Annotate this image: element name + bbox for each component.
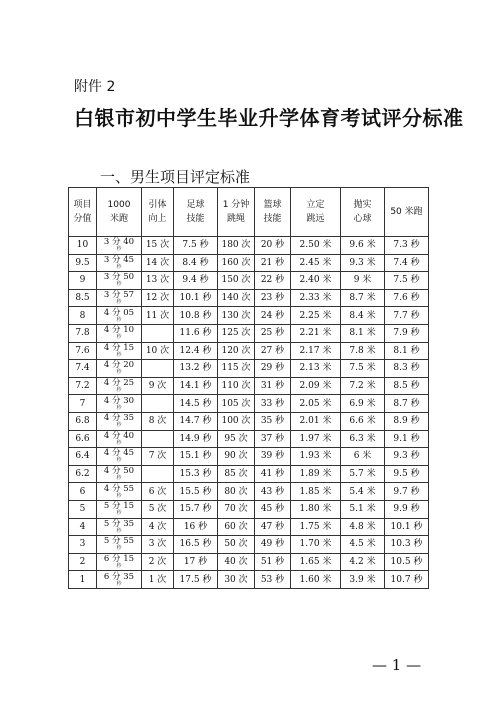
cell-basket: 25 秒 xyxy=(255,324,291,342)
cell-score: 6.4 xyxy=(69,448,97,466)
cell-dash: 7.4 秒 xyxy=(385,254,429,272)
run-time-unit: 秒 xyxy=(116,387,122,394)
cell-rope: 140 次 xyxy=(218,289,255,307)
cell-pullup: 4 次 xyxy=(142,518,174,536)
cell-run xyxy=(97,465,142,483)
cell-pullup: 6 次 xyxy=(142,483,174,501)
column-header-line: 1000 xyxy=(107,200,131,210)
cell-rope: 85 次 xyxy=(218,465,255,483)
cell-jump: 2.45 米 xyxy=(291,254,341,272)
column-header xyxy=(142,188,174,237)
run-time: 4 分 25 xyxy=(103,378,135,389)
cell-basket: 20 秒 xyxy=(255,237,291,255)
run-time: 4 分 45 xyxy=(103,448,135,459)
run-time: 4 分 30 xyxy=(103,395,135,406)
cell-run xyxy=(97,395,142,413)
cell-score: 8.5 xyxy=(69,289,97,307)
cell-score: 6.2 xyxy=(69,465,97,483)
cell-basket: 29 秒 xyxy=(255,360,291,378)
run-time-unit: 秒 xyxy=(116,351,122,358)
column-header-line: 技能 xyxy=(186,214,205,224)
run-time: 5 分 55 xyxy=(103,536,135,547)
cell-football: 9.4 秒 xyxy=(174,272,218,290)
run-time-unit: 秒 xyxy=(116,510,122,517)
cell-ball: 7.5 米 xyxy=(341,360,385,378)
run-time: 4 分 15 xyxy=(103,342,135,353)
cell-pullup: 5 次 xyxy=(142,500,174,518)
cell-jump: 1.97 米 xyxy=(291,430,341,448)
cell-ball: 6.3 米 xyxy=(341,430,385,448)
cell-score: 2 xyxy=(69,553,97,571)
cell-ball: 3.9 米 xyxy=(341,571,385,589)
column-header-line: 技能 xyxy=(263,214,282,224)
cell-jump: 2.13 米 xyxy=(291,360,341,378)
cell-basket: 51 秒 xyxy=(255,553,291,571)
cell-dash: 8.5 秒 xyxy=(385,377,429,395)
cell-ball: 8.1 米 xyxy=(341,324,385,342)
column-header xyxy=(385,188,429,237)
run-time: 4 分 20 xyxy=(103,360,135,371)
cell-dash: 10.7 秒 xyxy=(385,571,429,589)
table-row xyxy=(69,237,429,255)
cell-run xyxy=(97,272,142,290)
cell-run xyxy=(97,483,142,501)
run-time-unit: 秒 xyxy=(116,527,122,534)
run-time: 4 分 35 xyxy=(103,413,135,424)
cell-jump: 2.33 米 xyxy=(291,289,341,307)
run-time: 4 分 40 xyxy=(103,430,135,441)
column-header xyxy=(174,188,218,237)
column-header xyxy=(69,188,97,237)
cell-run xyxy=(97,430,142,448)
cell-pullup: 10 次 xyxy=(142,342,174,360)
cell-score: 7.2 xyxy=(69,377,97,395)
cell-dash: 8.7 秒 xyxy=(385,395,429,413)
cell-football: 12.4 秒 xyxy=(174,342,218,360)
cell-dash: 7.7 秒 xyxy=(385,307,429,325)
cell-pullup: 12 次 xyxy=(142,289,174,307)
table-row xyxy=(69,430,429,448)
table-row xyxy=(69,553,429,571)
cell-football: 7.5 秒 xyxy=(174,237,218,255)
cell-score: 8 xyxy=(69,307,97,325)
table-row xyxy=(69,536,429,554)
cell-ball: 9.3 米 xyxy=(341,254,385,272)
cell-jump: 1.85 米 xyxy=(291,483,341,501)
column-header-line: 跳绳 xyxy=(226,214,245,224)
cell-dash: 9.9 秒 xyxy=(385,500,429,518)
column-header-line: 50 米跑 xyxy=(390,207,423,217)
cell-football: 17 秒 xyxy=(174,553,218,571)
cell-run xyxy=(97,324,142,342)
table-row xyxy=(69,500,429,518)
cell-rope: 70 次 xyxy=(218,500,255,518)
column-header-line: 足球 xyxy=(186,200,205,210)
cell-football: 15.1 秒 xyxy=(174,448,218,466)
cell-pullup: 15 次 xyxy=(142,237,174,255)
cell-score: 3 xyxy=(69,536,97,554)
cell-jump: 2.01 米 xyxy=(291,412,341,430)
cell-jump: 2.17 米 xyxy=(291,342,341,360)
cell-ball: 4.2 米 xyxy=(341,553,385,571)
cell-basket: 45 秒 xyxy=(255,500,291,518)
cell-jump: 2.25 米 xyxy=(291,307,341,325)
cell-ball: 8.4 米 xyxy=(341,307,385,325)
cell-football: 14.1 秒 xyxy=(174,377,218,395)
cell-basket: 39 秒 xyxy=(255,448,291,466)
cell-run xyxy=(97,360,142,378)
column-header-line: 项目 xyxy=(73,200,92,210)
cell-pullup: 9 次 xyxy=(142,377,174,395)
cell-jump: 1.89 米 xyxy=(291,465,341,483)
table-row xyxy=(69,324,429,342)
cell-run xyxy=(97,237,142,255)
column-header xyxy=(291,188,341,237)
cell-jump: 1.60 米 xyxy=(291,571,341,589)
cell-dash: 9.3 秒 xyxy=(385,448,429,466)
table-header-row xyxy=(69,188,429,237)
cell-dash: 9.5 秒 xyxy=(385,465,429,483)
cell-dash: 10.3 秒 xyxy=(385,536,429,554)
run-time-unit: 秒 xyxy=(116,246,122,253)
cell-ball: 8.7 米 xyxy=(341,289,385,307)
column-header xyxy=(218,188,255,237)
cell-football: 16.5 秒 xyxy=(174,536,218,554)
cell-jump: 1.70 米 xyxy=(291,536,341,554)
table-row xyxy=(69,395,429,413)
cell-basket: 49 秒 xyxy=(255,536,291,554)
cell-pullup xyxy=(142,360,174,378)
table-row xyxy=(69,272,429,290)
table-body xyxy=(69,237,429,589)
column-header-line: 向上 xyxy=(148,214,167,224)
cell-ball: 7.2 米 xyxy=(341,377,385,395)
cell-jump: 2.05 米 xyxy=(291,395,341,413)
cell-score: 10 xyxy=(69,237,97,255)
run-time-unit: 秒 xyxy=(116,281,122,288)
run-time: 6 分 15 xyxy=(103,553,135,564)
cell-dash: 7.5 秒 xyxy=(385,272,429,290)
cell-pullup: 14 次 xyxy=(142,254,174,272)
cell-rope: 120 次 xyxy=(218,342,255,360)
run-time-unit: 秒 xyxy=(116,439,122,446)
cell-football: 14.9 秒 xyxy=(174,430,218,448)
cell-ball: 6.9 米 xyxy=(341,395,385,413)
cell-rope: 105 次 xyxy=(218,395,255,413)
table-row xyxy=(69,289,429,307)
run-time: 5 分 15 xyxy=(103,501,135,512)
cell-run xyxy=(97,518,142,536)
cell-ball: 7.8 米 xyxy=(341,342,385,360)
run-time-unit: 秒 xyxy=(116,404,122,411)
column-header-line: 抛实 xyxy=(353,200,372,210)
cell-jump: 2.09 米 xyxy=(291,377,341,395)
cell-ball: 9 米 xyxy=(341,272,385,290)
run-time-unit: 秒 xyxy=(116,299,122,306)
cell-basket: 53 秒 xyxy=(255,571,291,589)
cell-run xyxy=(97,289,142,307)
cell-pullup: 3 次 xyxy=(142,536,174,554)
run-time-unit: 秒 xyxy=(116,334,122,341)
cell-pullup: 7 次 xyxy=(142,448,174,466)
cell-football: 13.2 秒 xyxy=(174,360,218,378)
cell-basket: 47 秒 xyxy=(255,518,291,536)
cell-jump: 2.21 米 xyxy=(291,324,341,342)
column-header-line: 跳远 xyxy=(306,214,325,224)
cell-football: 17.5 秒 xyxy=(174,571,218,589)
column-header-line: 引体 xyxy=(148,200,167,210)
column-header xyxy=(341,188,385,237)
cell-score: 9 xyxy=(69,272,97,290)
cell-pullup: 11 次 xyxy=(142,307,174,325)
cell-rope: 130 次 xyxy=(218,307,255,325)
cell-football: 11.6 秒 xyxy=(174,324,218,342)
cell-run xyxy=(97,342,142,360)
cell-football: 15.5 秒 xyxy=(174,483,218,501)
run-time: 4 分 50 xyxy=(103,466,135,477)
column-header-line: 1 分钟 xyxy=(222,200,250,210)
cell-score: 5 xyxy=(69,500,97,518)
cell-score: 6 xyxy=(69,483,97,501)
run-time: 5 分 35 xyxy=(103,518,135,529)
cell-jump: 1.80 米 xyxy=(291,500,341,518)
cell-football: 15.3 秒 xyxy=(174,465,218,483)
attachment-label: 附件 2 xyxy=(74,79,116,95)
run-time-unit: 秒 xyxy=(116,316,122,323)
cell-dash: 7.6 秒 xyxy=(385,289,429,307)
table-row xyxy=(69,307,429,325)
cell-rope: 90 次 xyxy=(218,448,255,466)
column-header xyxy=(97,188,142,237)
cell-score: 1 xyxy=(69,571,97,589)
cell-dash: 8.9 秒 xyxy=(385,412,429,430)
cell-pullup xyxy=(142,465,174,483)
cell-basket: 37 秒 xyxy=(255,430,291,448)
cell-ball: 6.6 米 xyxy=(341,412,385,430)
cell-pullup: 8 次 xyxy=(142,412,174,430)
section-heading: 一、男生项目评定标准 xyxy=(100,168,251,186)
cell-score: 6.8 xyxy=(69,412,97,430)
cell-run xyxy=(97,448,142,466)
cell-dash: 8.1 秒 xyxy=(385,342,429,360)
column-header xyxy=(255,188,291,237)
cell-pullup: 2 次 xyxy=(142,553,174,571)
cell-rope: 30 次 xyxy=(218,571,255,589)
cell-rope: 40 次 xyxy=(218,553,255,571)
cell-jump: 1.75 米 xyxy=(291,518,341,536)
cell-ball: 4.8 米 xyxy=(341,518,385,536)
cell-ball: 6 米 xyxy=(341,448,385,466)
cell-run xyxy=(97,412,142,430)
cell-pullup xyxy=(142,430,174,448)
cell-rope: 160 次 xyxy=(218,254,255,272)
boys-scoring-table xyxy=(68,187,429,589)
cell-basket: 23 秒 xyxy=(255,289,291,307)
cell-dash: 10.1 秒 xyxy=(385,518,429,536)
cell-pullup xyxy=(142,324,174,342)
run-time: 3 分 40 xyxy=(103,237,135,248)
cell-dash: 10.5 秒 xyxy=(385,553,429,571)
cell-rope: 95 次 xyxy=(218,430,255,448)
cell-pullup: 13 次 xyxy=(142,272,174,290)
cell-score: 6.6 xyxy=(69,430,97,448)
cell-football: 10.8 秒 xyxy=(174,307,218,325)
cell-ball: 5.7 米 xyxy=(341,465,385,483)
cell-run xyxy=(97,536,142,554)
cell-jump: 2.40 米 xyxy=(291,272,341,290)
cell-basket: 22 秒 xyxy=(255,272,291,290)
cell-run xyxy=(97,500,142,518)
cell-dash: 8.3 秒 xyxy=(385,360,429,378)
cell-run xyxy=(97,307,142,325)
cell-basket: 27 秒 xyxy=(255,342,291,360)
cell-run xyxy=(97,571,142,589)
cell-rope: 180 次 xyxy=(218,237,255,255)
cell-score: 7.4 xyxy=(69,360,97,378)
document-title: 白银市初中学生毕业升学体育考试评分标准 xyxy=(74,106,464,130)
table-row xyxy=(69,483,429,501)
cell-football: 8.4 秒 xyxy=(174,254,218,272)
run-time: 4 分 05 xyxy=(103,307,135,318)
run-time-unit: 秒 xyxy=(116,369,122,376)
cell-jump: 1.65 米 xyxy=(291,553,341,571)
table-row xyxy=(69,571,429,589)
cell-rope: 125 次 xyxy=(218,324,255,342)
table-row xyxy=(69,377,429,395)
run-time: 4 分 10 xyxy=(103,325,135,336)
run-time-unit: 秒 xyxy=(116,422,122,429)
cell-ball: 5.4 米 xyxy=(341,483,385,501)
table-row xyxy=(69,254,429,272)
cell-run xyxy=(97,377,142,395)
cell-jump: 2.50 米 xyxy=(291,237,341,255)
run-time-unit: 秒 xyxy=(116,580,122,587)
column-header-line: 分值 xyxy=(73,214,92,224)
run-time-unit: 秒 xyxy=(116,475,122,482)
cell-basket: 21 秒 xyxy=(255,254,291,272)
cell-dash: 7.3 秒 xyxy=(385,237,429,255)
cell-pullup xyxy=(142,395,174,413)
column-header-line: 篮球 xyxy=(263,200,282,210)
cell-ball: 9.6 米 xyxy=(341,237,385,255)
column-header-line: 立定 xyxy=(306,200,325,210)
run-time-unit: 秒 xyxy=(116,492,122,499)
cell-basket: 43 秒 xyxy=(255,483,291,501)
cell-rope: 110 次 xyxy=(218,377,255,395)
cell-basket: 33 秒 xyxy=(255,395,291,413)
cell-ball: 4.5 米 xyxy=(341,536,385,554)
run-time-unit: 秒 xyxy=(116,545,122,552)
cell-basket: 35 秒 xyxy=(255,412,291,430)
run-time-unit: 秒 xyxy=(116,263,122,270)
column-header-line: 心球 xyxy=(353,214,372,224)
cell-basket: 24 秒 xyxy=(255,307,291,325)
cell-ball: 5.1 米 xyxy=(341,500,385,518)
run-time-unit: 秒 xyxy=(116,562,122,569)
run-time: 3 分 57 xyxy=(103,290,135,301)
column-header-line: 米跑 xyxy=(109,214,128,224)
table-row xyxy=(69,448,429,466)
table-row xyxy=(69,465,429,483)
cell-score: 7.8 xyxy=(69,324,97,342)
cell-football: 14.5 秒 xyxy=(174,395,218,413)
table-row xyxy=(69,342,429,360)
cell-rope: 150 次 xyxy=(218,272,255,290)
cell-jump: 1.93 米 xyxy=(291,448,341,466)
cell-dash: 9.1 秒 xyxy=(385,430,429,448)
cell-basket: 41 秒 xyxy=(255,465,291,483)
table-row xyxy=(69,412,429,430)
cell-score: 7.6 xyxy=(69,342,97,360)
table-row xyxy=(69,360,429,378)
run-time-unit: 秒 xyxy=(116,457,122,464)
run-time: 3 分 50 xyxy=(103,272,135,283)
run-time: 6 分 35 xyxy=(103,571,135,582)
run-time: 3 分 45 xyxy=(103,254,135,265)
cell-football: 14.7 秒 xyxy=(174,412,218,430)
cell-run xyxy=(97,254,142,272)
cell-rope: 60 次 xyxy=(218,518,255,536)
run-time: 4 分 55 xyxy=(103,483,135,494)
cell-football: 10.1 秒 xyxy=(174,289,218,307)
cell-rope: 100 次 xyxy=(218,412,255,430)
cell-dash: 9.7 秒 xyxy=(385,483,429,501)
cell-run xyxy=(97,553,142,571)
cell-football: 15.7 秒 xyxy=(174,500,218,518)
cell-basket: 31 秒 xyxy=(255,377,291,395)
cell-rope: 115 次 xyxy=(218,360,255,378)
cell-rope: 80 次 xyxy=(218,483,255,501)
cell-score: 7 xyxy=(69,395,97,413)
cell-pullup: 1 次 xyxy=(142,571,174,589)
cell-rope: 50 次 xyxy=(218,536,255,554)
cell-score: 4 xyxy=(69,518,97,536)
cell-score: 9.5 xyxy=(69,254,97,272)
cell-dash: 7.9 秒 xyxy=(385,324,429,342)
cell-football: 16 秒 xyxy=(174,518,218,536)
table-row xyxy=(69,518,429,536)
page-number: — 1 — xyxy=(372,656,422,674)
